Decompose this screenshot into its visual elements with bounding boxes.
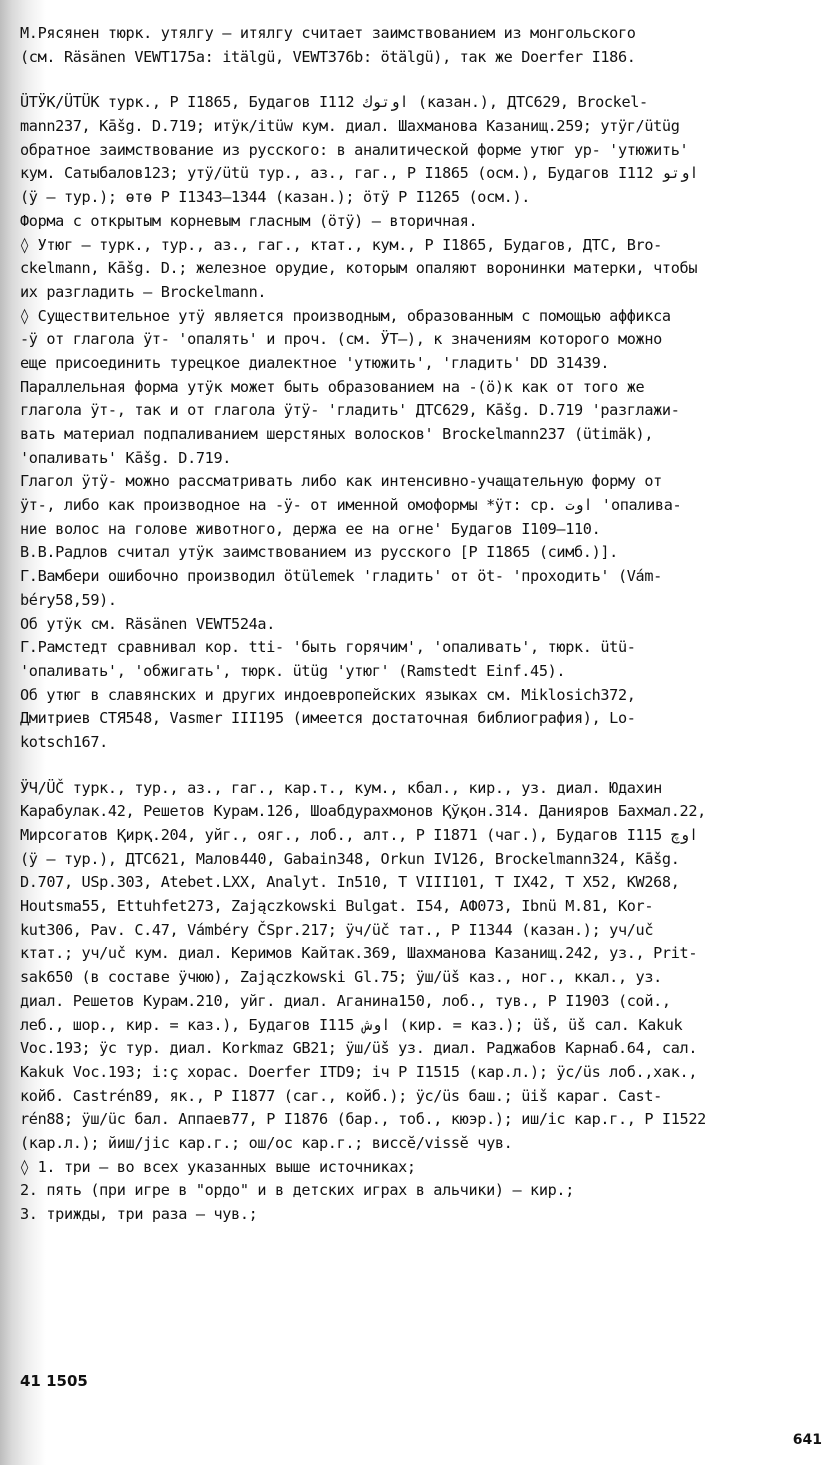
text-line: sak650 (в составе ӱчюю), Zajączkowski Gl.75; ӱш/üš каз., ног., ккал., уз.: [20, 968, 662, 987]
paragraph-2: [20, 91, 828, 233]
text-line: ӱт-, либо как производное на -ӱ- от именной омоформы *ӱт: ср. اوت 'опалива-: [20, 496, 682, 515]
paragraph-1: [20, 22, 828, 91]
text-line: В.В.Радлов считал утӱк заимствованием из русского [Р I1865 (симб.)].: [20, 543, 618, 562]
text-line: ÜТӰК/ÜТÜK турк., Р I1865, Будагов I112 اوتوك (казан.), ДТС629, Brockel-: [20, 93, 648, 112]
text-line: их разгладить – Brockelmann.: [20, 282, 267, 301]
text-line: ◊ Утюг – турк., тур., аз., гаг., ктат., кум., Р I1865, Будагов, ДТС, Bro-: [20, 235, 662, 254]
text-line: 3. трижды, три раза – чув.;: [20, 1205, 258, 1223]
text-line: обратное заимствование из русского: в аналитической форме утюг ур- 'утюжить': [20, 140, 689, 159]
text-line: Г.Рамстедт сравнивал кор. tti- 'быть горячим', 'опаливать', тюрк. ütü-: [20, 638, 636, 657]
text-line: ние волос на голове животного, держа ее на огне' Будагов I109–110.: [20, 519, 601, 538]
text-line: глагола ӱт-, так и от глагола ӱтӱ- 'гладить' ДТС629, Kāšg. D.719 'разглажи-: [20, 401, 680, 420]
text-line: койб. Castrén89, як., Р I1877 (саг., койб.); ӱс/üs баш.; üiš караг. Cast-: [20, 1086, 662, 1105]
text-line: (ӱ – тур.), ДТС621, Малов440, Gabain348, Orkun IV126, Brockelmann324, Kāšg.: [20, 849, 680, 868]
paragraph-4: [20, 777, 828, 1227]
text-line: rén88; ӱш/üc бал. Аппаев77, Р I1876 (бар., тоб., кюэр.); иш/ic кар.г., Р I1522: [20, 1110, 706, 1129]
text-line: Мирсогатов Қирқ.204, уйг., ояг., лоб., алт., Р I1871 (чаг.), Будагов I115 اوچ: [20, 826, 699, 844]
text-line: диал. Решетов Курам.210, уйг. диал. Аганина150, лоб., тув., Р I1903 (сой.,: [20, 991, 671, 1010]
text-line: 2. пять (при игре в "ордо" и в детских играх в альчики) – кир.;: [20, 1181, 575, 1200]
page-number: 641: [792, 1432, 822, 1448]
text-line: D.707, USp.303, Atebet.LXX, Analyt. In510, T VIII101, T IX42, T X52, KW268,: [20, 873, 680, 892]
text-line: ктат.; уч/uč кум. диал. Керимов Кайтак.369, Шахманова Казанищ.242, уз., Prit-: [20, 944, 698, 963]
text-line: -ӱ от глагола ӱт- 'опалять' и проч. (см. ӰТ–), к значениям которого можно: [20, 330, 662, 349]
text-line: леб., шор., кир. = каз.), Будагов I115 اوش (кир. = каз.); üš, üš сал. Kakuk: [20, 1015, 683, 1034]
text-line: 'опаливать', 'обжигать', тюрк. ütüg 'утюг' (Ramstedt Einf.45).: [20, 661, 566, 680]
text-line: béry58,59).: [20, 590, 117, 609]
text-line: Дмитриев СТЯ548, Vasmer III195 (имеется достаточная библиография), Lo-: [20, 709, 636, 728]
text-line: ◊ 1. три – во всех указанных выше источниках;: [20, 1157, 416, 1176]
text-line: еще присоединить турецкое диалектное 'утюжить', 'гладить' DD 31439.: [20, 353, 610, 372]
text-line: Параллельная форма утӱк может быть образованием на -(ӧ)к как от того же: [20, 377, 645, 396]
text-line: кум. Сатыбалов123; утӱ/ütü тур., аз., гаг., Р I1865 (осм.), Будагов I112 اوتو: [20, 164, 699, 183]
paragraph-3: [20, 234, 828, 777]
footer-code: 41 1505: [20, 1372, 88, 1390]
text-line: (ӱ – тур.); өтө Р I1343–1344 (казан.); ӧтӱ Р I1265 (осм.).: [20, 188, 531, 207]
text-line: (см. Räsänen VEWT175а: itälgü, VEWT376b: ötälgü), так же Doerfer I186.: [20, 47, 636, 66]
text-line: 'опаливать' Kāšg. D.719.: [20, 448, 232, 467]
text-line: (кар.л.); йиш/jic кар.г.; ош/oc кар.г.; виссӗ/vissĕ чув.: [20, 1133, 513, 1152]
text-line: ◊ Существительное утӱ является производным, образованным с помощью аффикса: [20, 306, 671, 325]
blank-line: [20, 69, 828, 91]
text-line: Houtsma55, Ettuhfet273, Zajączkowski Bulgat. I54, АФ073, Ibnü M.81, Kor-: [20, 897, 654, 916]
text-line: kut306, Pav. C.47, Vámbéry ČSpr.217; ӱч/üč тат., Р I1344 (казан.); уч/uč: [20, 920, 654, 939]
entry-body: [20, 22, 828, 1227]
text-line: Г.Вамбери ошибочно производил ötülemek 'гладить' от öt- 'проходить' (Vám-: [20, 567, 662, 586]
text-line: kotsch167.: [20, 732, 108, 751]
text-line: ckelmann, Kāšg. D.; железное орудие, которым опаляют воронинки матерки, чтобы: [20, 259, 698, 278]
text-line: М.Рясянен тюрк. утялгу – итялгу считает заимствованием из монгольского: [20, 24, 636, 42]
text-line: Kakuk Voc.193; i:ç хорас. Doerfer ITD9; iч Р I1515 (кар.л.); ӱс/üs лоб.,хак.,: [20, 1062, 698, 1081]
text-line: ӰЧ/ÜČ турк., тур., аз., гаг., кар.т., кум., кбал., кир., уз. диал. Юдахин: [20, 778, 662, 797]
text-line: Глагол ӱтӱ- можно рассматривать либо как интенсивно-учащательную форму от: [20, 472, 662, 491]
text-line: Форма с открытым корневым гласным (ӧтӱ) – вторичная.: [20, 211, 478, 230]
text-line: вать материал подпаливанием шерстяных волосков' Brockelmann237 (ütimäk),: [20, 425, 654, 443]
blank-line: [20, 755, 828, 777]
text-line: Voc.193; ӱс тур. диал. Korkmaz GB21; ӱш/üš уз. диал. Раджабов Карнаб.64, сал.: [20, 1039, 698, 1058]
text-line: Об утӱк см. Räsänen VEWT524а.: [20, 614, 276, 633]
text-line: mann237, Kāšg. D.719; итӱк/itüw кум. диал. Шахманова Казанищ.259; утӱг/ütüg: [20, 117, 680, 136]
text-line: Об утюг в славянских и других индоевропейских языках см. Miklosich372,: [20, 685, 636, 704]
text-line: Карабулак.42, Решетов Курам.126, Шоабдурахмонов Қўқон.314. Данияров Бахмал.22,: [20, 802, 706, 821]
